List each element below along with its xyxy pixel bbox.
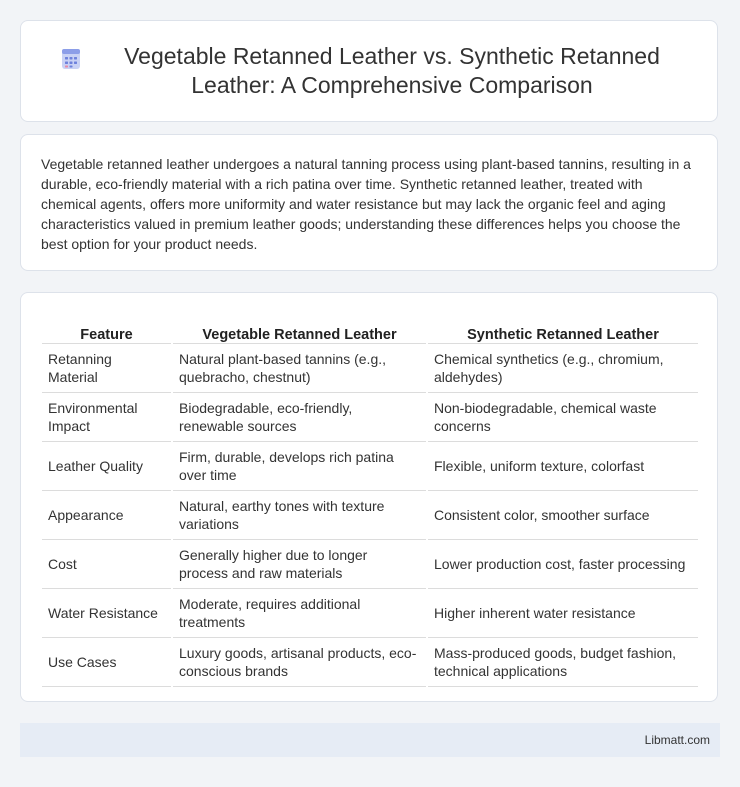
- column-header-vegetable: Vegetable Retanned Leather: [172, 313, 427, 344]
- vegetable-cell: Natural, earthy tones with texture variations: [172, 491, 427, 540]
- synthetic-cell: Chemical synthetics (e.g., chromium, aldehydes): [427, 344, 698, 393]
- table-row: [42, 540, 698, 589]
- title-wrap: [59, 42, 679, 100]
- feature-cell: Leather Quality: [42, 442, 172, 491]
- synthetic-cell: Higher inherent water resistance: [427, 589, 698, 638]
- feature-cell: Environmental Impact: [42, 393, 172, 442]
- synthetic-cell: Lower production cost, faster processing: [427, 540, 698, 589]
- page-title: Vegetable Retanned Leather vs. Synthetic Retanned Leather: A Comprehensive Comparison: [124, 43, 660, 98]
- table-header-row: [42, 313, 698, 344]
- feature-cell: Cost: [42, 540, 172, 589]
- comparison-table-card: [20, 292, 718, 702]
- column-header-synthetic: Synthetic Retanned Leather: [427, 313, 698, 344]
- footer-site-link[interactable]: Libmatt.com: [644, 733, 710, 747]
- vegetable-cell: Generally higher due to longer process and raw materials: [172, 540, 427, 589]
- table-row: [42, 638, 698, 687]
- table-row: [42, 491, 698, 540]
- header-card: [20, 20, 718, 122]
- table-row: [42, 589, 698, 638]
- vegetable-cell: Natural plant-based tannins (e.g., quebracho, chestnut): [172, 344, 427, 393]
- table-row: [42, 393, 698, 442]
- footer-bar: [20, 723, 720, 757]
- column-header-feature: Feature: [42, 313, 172, 344]
- vegetable-cell: Moderate, requires additional treatments: [172, 589, 427, 638]
- intro-card: [20, 134, 718, 271]
- feature-cell: Retanning Material: [42, 344, 172, 393]
- table-row: [42, 344, 698, 393]
- vegetable-cell: Luxury goods, artisanal products, eco-conscious brands: [172, 638, 427, 687]
- synthetic-cell: Consistent color, smoother surface: [427, 491, 698, 540]
- synthetic-cell: Flexible, uniform texture, colorfast: [427, 442, 698, 491]
- vegetable-cell: Biodegradable, eco-friendly, renewable sources: [172, 393, 427, 442]
- synthetic-cell: Mass-produced goods, budget fashion, technical applications: [427, 638, 698, 687]
- table-row: [42, 442, 698, 491]
- feature-cell: Use Cases: [42, 638, 172, 687]
- feature-cell: Appearance: [42, 491, 172, 540]
- comparison-table: [42, 313, 698, 687]
- document-list-icon: [59, 47, 83, 71]
- intro-paragraph: Vegetable retanned leather undergoes a natural tanning process using plant-based tannins, resulting in a durable, eco-friendly material with a rich patina over time. Synthetic retanned leather, treated with chemical agents, offers more uniformity and water resistance but may lack the organic feel and aging characteristics valued in premium leather goods; understanding these differences helps you choose the best option for your product needs.: [41, 156, 691, 252]
- vegetable-cell: Firm, durable, develops rich patina over time: [172, 442, 427, 491]
- feature-cell: Water Resistance: [42, 589, 172, 638]
- synthetic-cell: Non-biodegradable, chemical waste concerns: [427, 393, 698, 442]
